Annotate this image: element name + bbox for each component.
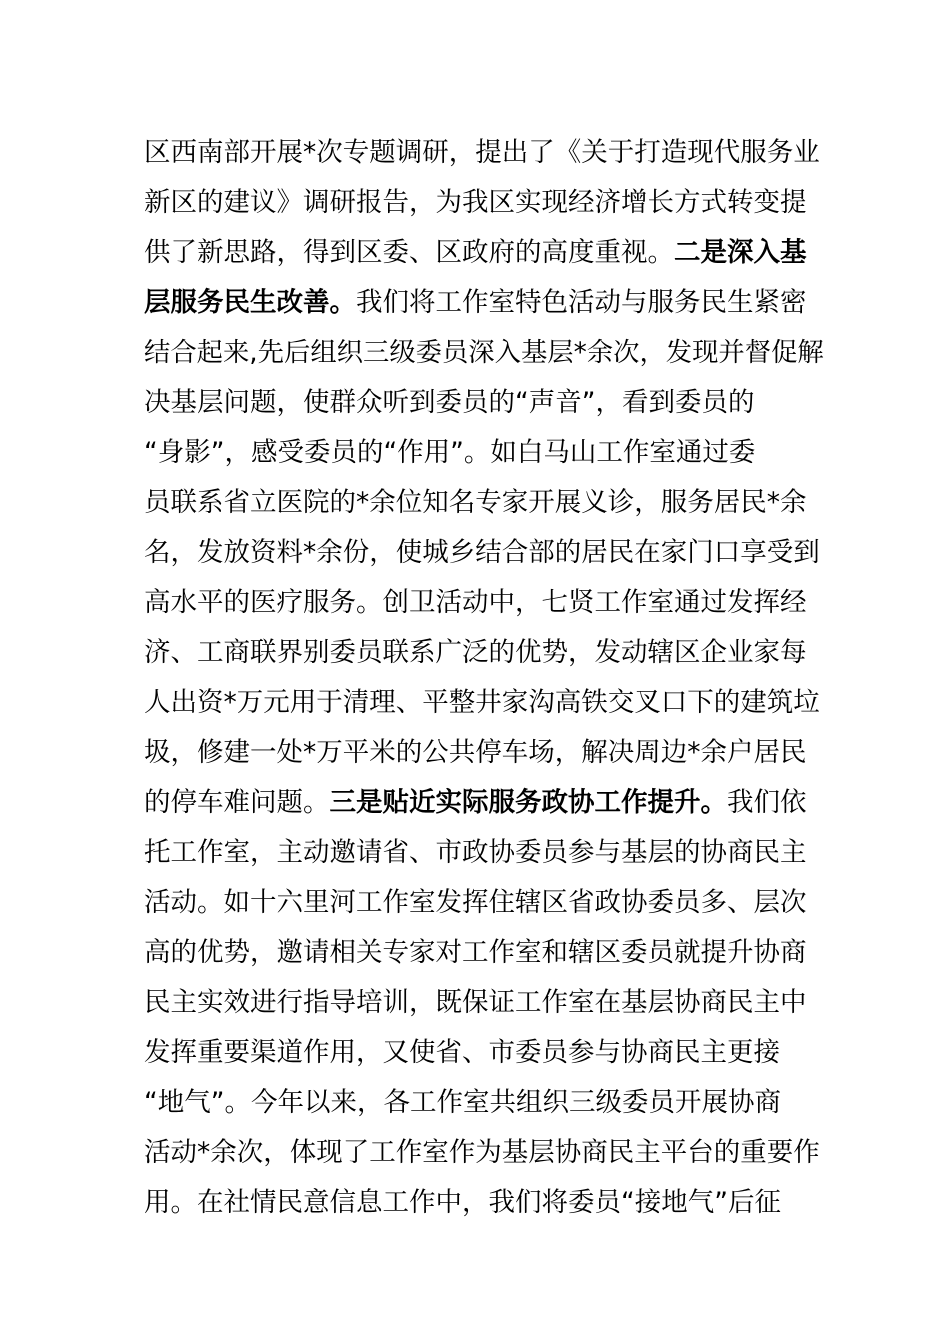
bold-heading-text: 层服务民生改善。 [144,287,356,318]
paragraph-text: 的停车难问题。 [144,787,330,818]
paragraph-text: 区西南部开展*次专题调研，提出了《关于打造现代服务业 [144,137,820,168]
text-line [144,528,824,578]
paragraph-text: 发挥重要渠道作用，又使省、市委员参与协商民主更接 [144,1037,780,1068]
text-line [144,628,824,678]
text-line [144,1028,824,1078]
body-text [144,128,824,1228]
paragraph-text: 我们将工作室特色活动与服务民生紧密 [356,287,807,318]
paragraph-text: 活动。如十六里河工作室发挥住辖区省政协委员多、层次 [144,887,807,918]
bold-heading-text: 三是贴近实际服务政协工作提升。 [329,787,727,818]
paragraph-text: 高的优势，邀请相关专家对工作室和辖区委员就提升协商 [144,937,807,968]
text-line [144,778,824,828]
paragraph-text: 托工作室，主动邀请省、市政协委员参与基层的协商民主 [144,837,807,868]
paragraph-text: 供了新思路，得到区委、区政府的高度重视。 [144,237,674,268]
text-line [144,828,824,878]
paragraph-text: 新区的建议》调研报告，为我区实现经济增长方式转变提 [144,187,807,218]
text-line [144,1128,824,1178]
paragraph-text: 名，发放资料*余份，使城乡结合部的居民在家门口享受到 [144,537,820,568]
text-line [144,478,824,528]
text-line [144,228,824,278]
text-line [144,428,824,478]
text-line [144,328,824,378]
text-line [144,678,824,728]
text-line [144,378,824,428]
paragraph-text: 高水平的医疗服务。创卫活动中，七贤工作室通过发挥经 [144,587,807,618]
text-line [144,1078,824,1128]
paragraph-text: 人出资*万元用于清理、平整井家沟高铁交叉口下的建筑垃 [144,687,820,718]
text-line [144,878,824,928]
text-line [144,178,824,228]
text-line [144,578,824,628]
paragraph-text: 活动*余次，体现了工作室作为基层协商民主平台的重要作 [144,1137,820,1168]
paragraph-text: 结合起来,先后组织三级委员深入基层*余次，发现并督促解 [144,338,824,368]
text-line [144,728,824,778]
text-line [144,978,824,1028]
paragraph-text: 决基层问题，使群众听到委员的“声音”，看到委员的 [144,387,755,418]
text-line [144,278,824,328]
paragraph-text: 员联系省立医院的*余位知名专家开展义诊，服务居民*余 [144,487,807,518]
paragraph-text: 民主实效进行指导培训，既保证工作室在基层协商民主中 [144,987,807,1018]
text-line [144,1178,824,1228]
bold-heading-text: 二是深入基 [674,237,807,268]
paragraph-text: “地气”。今年以来，各工作室共组织三级委员开展协商 [144,1087,781,1118]
paragraph-text: “身影”，感受委员的“作用”。如白马山工作室通过委 [144,437,756,468]
paragraph-text: 用。在社情民意信息工作中，我们将委员“接地气”后征 [144,1187,781,1218]
text-line [144,128,824,178]
paragraph-text: 我们依 [727,787,807,818]
paragraph-text: 圾，修建一处*万平米的公共停车场，解决周边*余户居民 [144,737,807,768]
paragraph-text: 济、工商联界别委员联系广泛的优势，发动辖区企业家每 [144,637,807,668]
text-line [144,928,824,978]
